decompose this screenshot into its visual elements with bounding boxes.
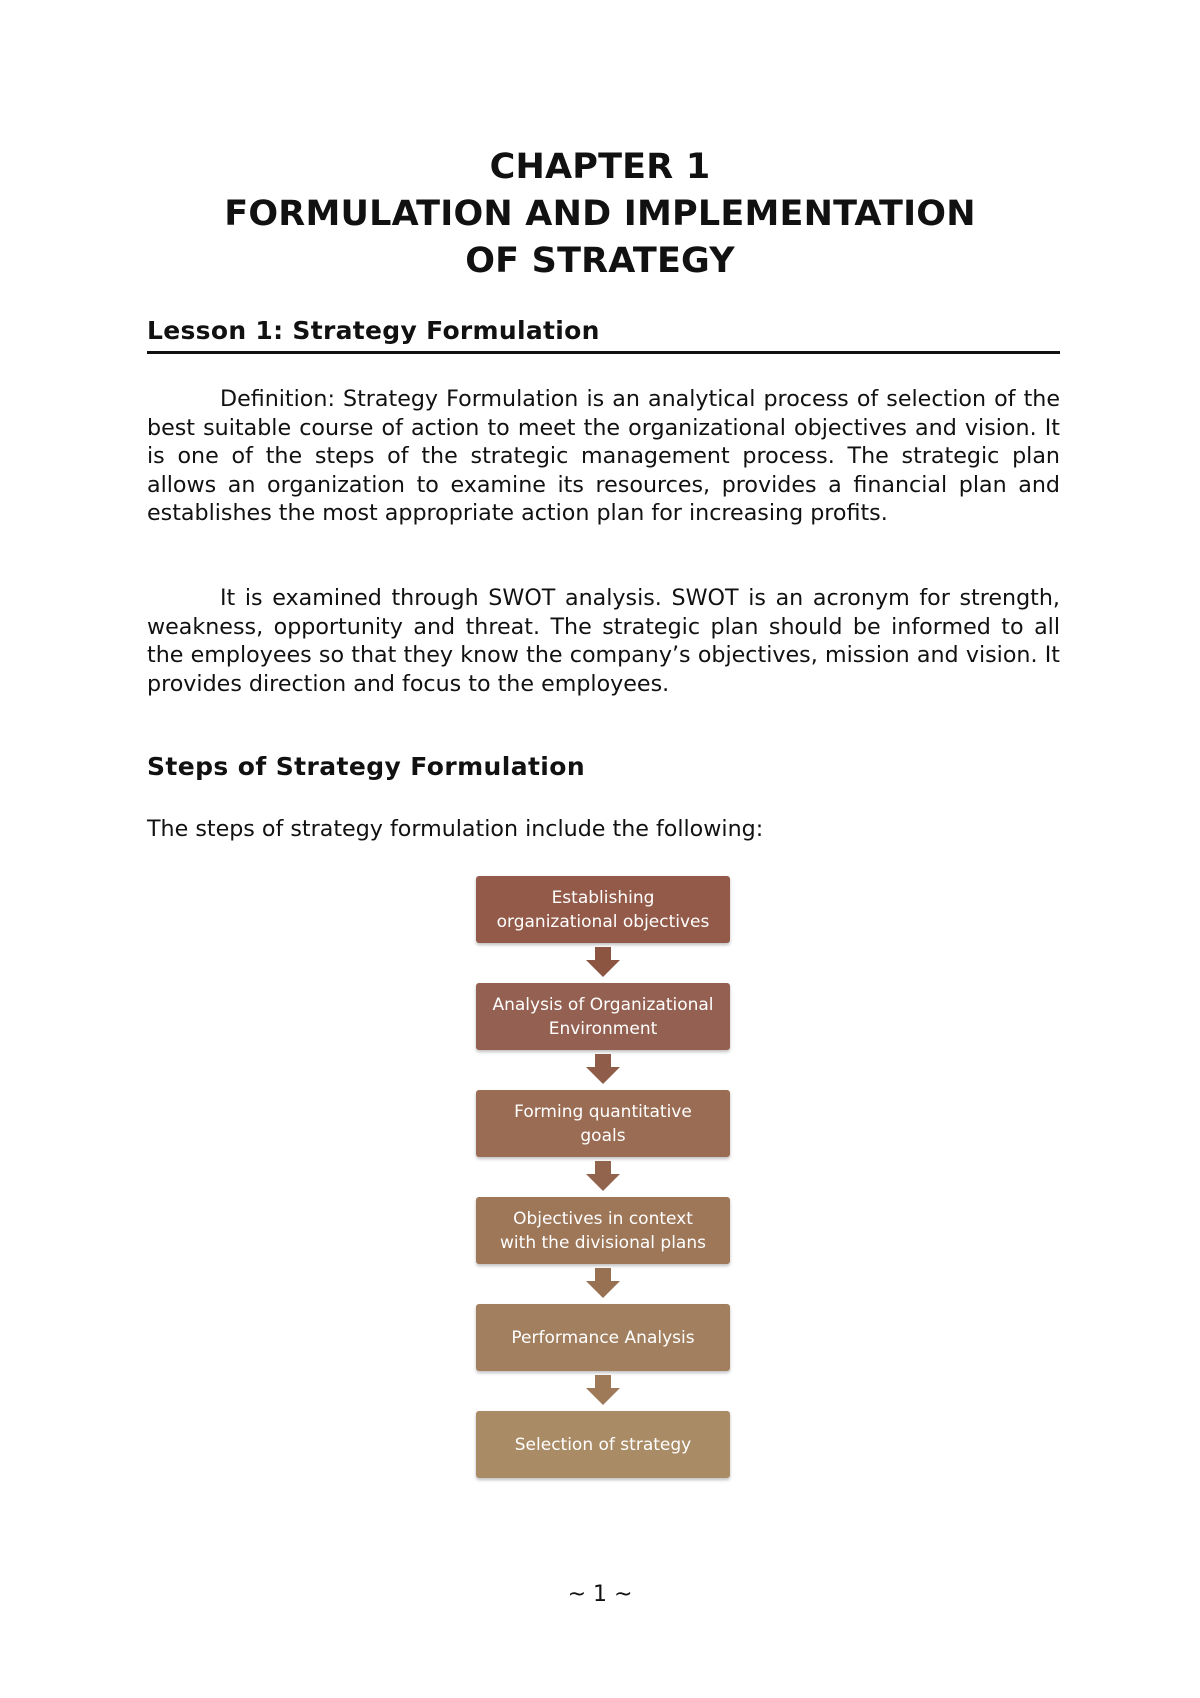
swot-paragraph (147, 584, 1060, 698)
flow-step-label: Forming quantitative goals (514, 1101, 692, 1146)
down-arrow-icon (585, 1161, 621, 1192)
swot-text: It is examined through SWOT analysis. SWOT is an acronym for strength, weakness, opportunity and threat. The strategic plan should be informed to all the employees so that they know the company’s objectives, mission and vision. It provides direction and focus to the employees. (147, 585, 1060, 697)
chapter-number: CHAPTER 1 (489, 147, 711, 187)
down-arrow-icon (585, 947, 621, 978)
flow-step-label: Objectives in context with the divisional plans (500, 1208, 706, 1253)
lesson-title: Lesson 1: Strategy Formulation (147, 316, 600, 345)
definition-paragraph (147, 385, 1060, 528)
flow-step-box (476, 1411, 730, 1478)
steps-intro-text: The steps of strategy formulation include the following: (147, 816, 764, 842)
flow-step-label: Establishing organizational objectives (496, 887, 710, 932)
flow-step-box (476, 1090, 730, 1157)
flow-step-label: Selection of strategy (514, 1434, 692, 1455)
chapter-heading (0, 144, 1200, 285)
definition-text: Definition: Strategy Formulation is an analytical process of selection of the best suitable course of action to meet the organizational objectives and vision. It is one of the steps of the strategic management process. The strategic plan allows an organization to examine its resources, provides a financial plan and establishes the most appropriate action plan for increasing profits. (147, 386, 1060, 526)
flow-step-label: Analysis of Organizational Environment (492, 994, 714, 1039)
page-number: ~ 1 ~ (567, 1582, 633, 1607)
down-arrow-icon (585, 1375, 621, 1406)
flow-step-box (476, 983, 730, 1050)
steps-section-title: Steps of Strategy Formulation (147, 752, 586, 781)
down-arrow-icon (585, 1268, 621, 1299)
flow-step-box (476, 876, 730, 943)
lesson-title-underline (147, 351, 1060, 354)
flow-step-box (476, 1197, 730, 1264)
chapter-title-line-1: FORMULATION AND IMPLEMENTATION (224, 194, 976, 234)
flow-step-box (476, 1304, 730, 1371)
flow-step-label: Performance Analysis (511, 1327, 695, 1348)
strategy-steps-flowchart (476, 876, 730, 1476)
chapter-title-line-2: OF STRATEGY (465, 241, 735, 281)
down-arrow-icon (585, 1054, 621, 1085)
